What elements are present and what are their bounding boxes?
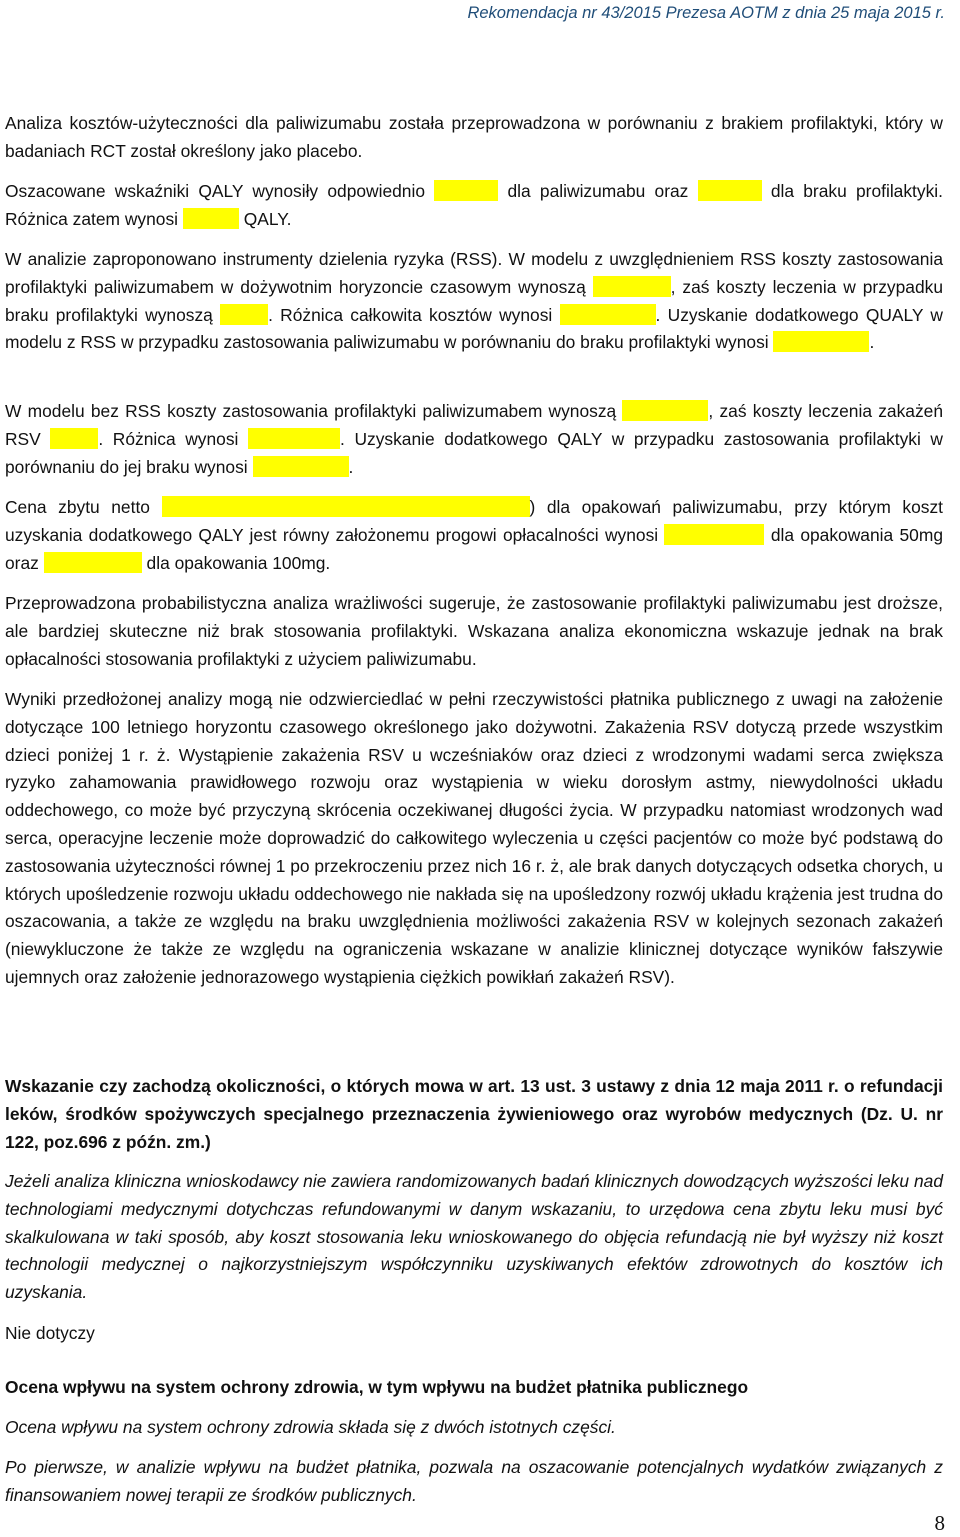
text-segment: dla braku profilaktyki. Różnica zatem wynosi	[5, 181, 943, 229]
text-segment: . Uzyskanie dodatkowego QALY w przypadku zastosowania profilaktyki w porównaniu do jej braku wynosi	[5, 428, 943, 477]
text-segment: , zaś koszty leczenia zakażeń RSV	[5, 401, 943, 449]
paragraph-no-rss	[5, 398, 943, 481]
paragraph-text: Analiza kosztów-użyteczności dla paliwizumabu została przeprowadzona w porównaniu z brakiem profilaktyki, który w badaniach RCT został określony jako placebo.	[5, 113, 943, 161]
text-segment: .	[869, 332, 875, 353]
redaction-box	[698, 180, 762, 201]
paragraph-qaly	[5, 178, 943, 234]
heading-text: Wskazanie czy zachodzą okoliczności, o których mowa w art. 13 ust. 3 ustawy z dnia 12 maja 2011 r. o refundacji leków, środków spożywczych specjalnego przeznaczenia żywieniowego oraz wyrobów medycznych (Dz. U. nr 122, poz.696 z późn. zm.)	[5, 1076, 943, 1152]
text-segment: ) dla opakowań paliwizumabu, przy którym koszt uzyskania dodatkowego QALY jest równy założonemu progowi opłacalności wynosi	[5, 497, 944, 545]
paragraph-text: Ocena wpływu na system ochrony zdrowia składa się z dwóch istotnych części.	[5, 1417, 616, 1437]
section-heading-art13	[5, 1073, 943, 1156]
text-segment: dla opakowania 50mg oraz	[5, 524, 943, 573]
redaction-box	[183, 208, 239, 229]
text-segment: . Uzyskanie dodatkowego QUALY w modelu z RSS w przypadku zastosowania paliwizumabu w porównaniu do braku profilaktyki wynosi	[5, 304, 943, 353]
paragraph-text: Wyniki przedłożonej analizy mogą nie odzwierciedlać w pełni rzeczywistości płatnika publicznego z uwagi na założenie dotyczące 100 letniego horyzontu czasowego określonego jako dożywotni. Zakażenia RSV dotyczą przede wszystkim dzieci poniżej 1 r. ż. Wystąpienie zakażenia RSV u wcześniaków oraz dzieci z wrodzonymi wadami serca zwiększa ryzyko zahamowania prawidłowego rozwoju oraz wystąpienia w wieku dorosłym astmy, niewydolności układu oddechowego, co może być przyczyną skrócenia oczekiwanej długości życia. W przypadku natomiast wrodzonych wad serca, operacyjne leczenie może doprowadzić do całkowitego wyleczenia u części pacjentów co może być podstawą do zastosowania użyteczności równej 1 po przekroczeniu przez nich 16 r. ż, ale brak danych dotyczących odsetka chorych, u których upośledzenie rozwoju układu oddechowego nie nakłada się na upośledzony rozwój układu krążenia jest trudna do oszacowania, a także ze względu na braku uwzględnienia możliwości zakażenia RSV w kolejnych sezonach zakażeń (niewykluczone że także ze względu na ograniczenia wskazane w analizie klinicznej dotyczące wyników fałszywie ujemnych oraz założenie jednorazowego wystąpienia ciężkich powikłań zakażeń RSV).	[5, 689, 943, 987]
text-segment: .	[348, 456, 354, 477]
redaction-box	[220, 304, 268, 325]
text-segment: Cena zbytu netto	[5, 497, 150, 517]
section-heading-impact	[5, 1374, 943, 1402]
redaction-box	[622, 400, 708, 421]
paragraph-sensitivity	[5, 590, 943, 673]
text-segment: dla opakowania 100mg.	[146, 552, 331, 573]
page-number: 8	[934, 1511, 945, 1535]
redaction-box	[560, 304, 656, 325]
redaction-box	[50, 428, 98, 449]
redaction-box	[664, 524, 764, 545]
text-segment: Oszacowane wskaźniki QALY wynosiły odpowiednio	[5, 181, 426, 201]
redaction-box	[593, 276, 671, 297]
text-segment: , zaś koszty leczenia w przypadku braku profilaktyki wynoszą	[5, 276, 943, 325]
text-segment: . Różnica całkowita kosztów wynosi	[268, 304, 553, 325]
redaction-box	[44, 552, 142, 573]
text-segment: . Różnica wynosi	[98, 428, 239, 449]
paragraph-budget-impact	[5, 1454, 943, 1510]
paragraph-text: Przeprowadzona probabilistyczna analiza wrażliwości sugeruje, że zastosowanie profilaktyki paliwizumabu jest droższe, ale bardziej skuteczne niż brak stosowania profilaktyki. Wskazana analiza ekonomiczna wskazuje jednak na brak opłacalności stosowania profilaktyki z użyciem paliwizumabu.	[5, 593, 943, 669]
paragraph-cost-utility	[5, 110, 943, 166]
paragraph-art13-quote	[5, 1168, 943, 1307]
text-segment: QALY.	[243, 208, 292, 229]
heading-text: Ocena wpływu na system ochrony zdrowia, w tym wpływu na budżet płatnika publicznego	[5, 1377, 749, 1397]
paragraph-text: Jeżeli analiza kliniczna wnioskodawcy nie zawiera randomizowanych badań klinicznych dowodzących wyższości leku nad technologiami medycznymi dotychczas refundowanymi w danym wskazaniu, to urzędowa cena zbytu leku musi być skalkulowana w taki sposób, aby koszt stosowania leku wnioskowanego do objęcia refundacją nie był wyższy niż koszt technologii medycznej o najkorzystniejszym współczynniku uzyskiwanych efektów zdrowotnych do kosztów ich uzyskania.	[5, 1171, 943, 1303]
paragraph-not-applicable	[5, 1320, 943, 1348]
paragraph-text: Nie dotyczy	[5, 1323, 95, 1343]
text-segment: dla paliwizumabu oraz	[507, 181, 689, 201]
redaction-box	[253, 456, 349, 477]
text-segment: W modelu z uwzględnieniem RSS koszty zastosowania profilaktyki paliwizumabem w dożywotnim horyzoncie czasowym wynoszą	[5, 249, 943, 297]
redaction-box	[162, 496, 530, 517]
paragraph-impact-intro	[5, 1414, 943, 1442]
paragraph-price	[5, 494, 943, 577]
paragraph-limitations	[5, 686, 943, 992]
running-header: Rekomendacja nr 43/2015 Prezesa AOTM z dnia 25 maja 2015 r.	[467, 4, 945, 22]
redaction-box	[434, 180, 498, 201]
paragraph-rss	[5, 246, 943, 357]
redaction-box	[773, 331, 869, 352]
text-segment: W modelu bez RSS koszty zastosowania profilaktyki paliwizumabem wynoszą	[5, 401, 617, 421]
paragraph-text: Po pierwsze, w analizie wpływu na budżet płatnika, pozwala na oszacowanie potencjalnych wydatków związanych z finansowaniem nowej terapii ze środków publicznych.	[5, 1457, 943, 1505]
text-segment: W analizie zaproponowano instrumenty dzielenia ryzyka (RSS).	[5, 249, 503, 269]
redaction-box	[248, 428, 340, 449]
